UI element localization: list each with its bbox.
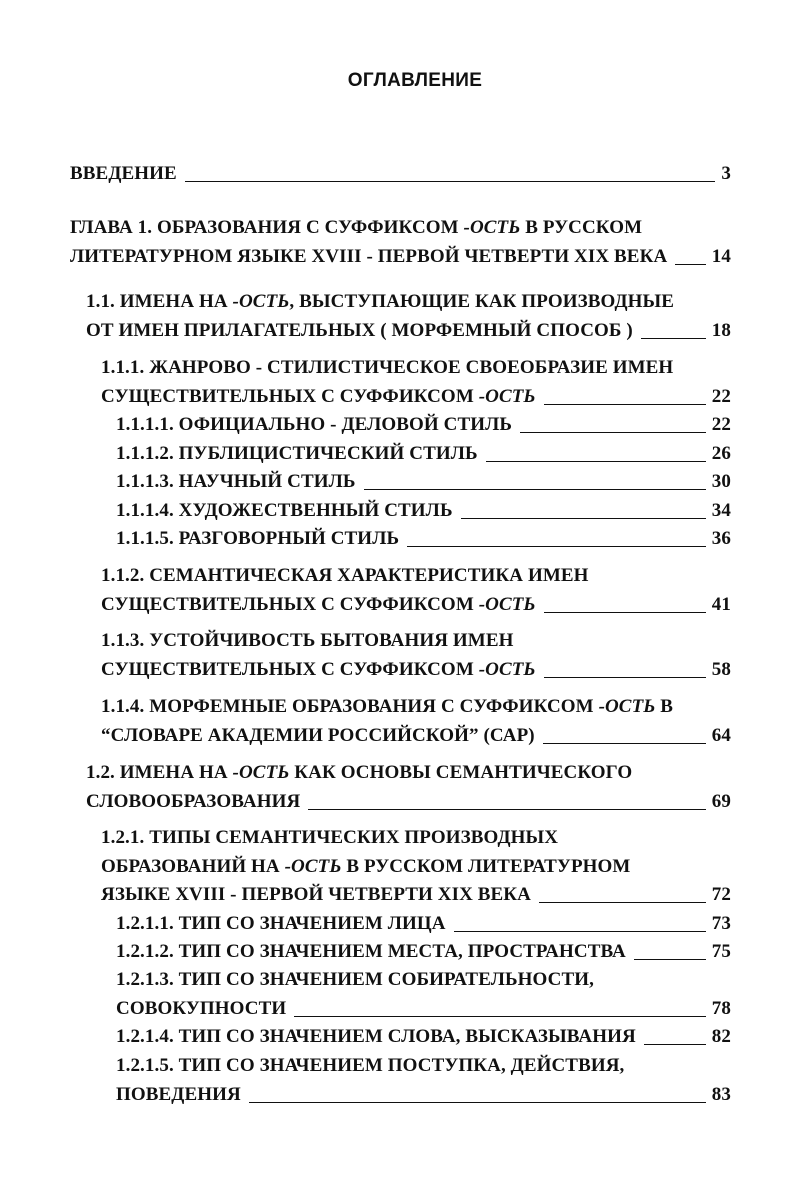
toc-entry-text: ГЛАВА 1. ОБРАЗОВАНИЯ С СУФФИКСОМ -ОСТЬ В РУССКОМ [70, 217, 643, 238]
toc-entry-line [116, 497, 731, 526]
dot-leader [544, 612, 706, 613]
page-number: 22 [711, 414, 731, 435]
toc-entry-text: ОБРАЗОВАНИЙ НА -ОСТЬ В РУССКОМ ЛИТЕРАТУРНОМ [101, 855, 631, 877]
page-number: 72 [711, 884, 731, 905]
page-number: 83 [711, 1083, 731, 1105]
toc-entry-text: ЛИТЕРАТУРНОМ ЯЗЫКЕ XVIII - ПЕРВОЙ ЧЕТВЕРТИ XIX ВЕКА [70, 245, 668, 267]
toc-entry-line [101, 722, 731, 751]
dot-leader [644, 1044, 706, 1045]
toc-entry-text: СОВОКУПНОСТИ [116, 997, 287, 1019]
toc-entry-chapter-1[interactable] [70, 214, 731, 271]
toc-entry-1-2-1-3[interactable] [116, 966, 731, 1023]
toc-entry-text: 1.2.1.2. ТИП СО ЗНАЧЕНИЕМ МЕСТА, ПРОСТРАНСТВА [116, 941, 626, 962]
page-number: 34 [711, 500, 731, 521]
toc-entry-line [86, 788, 731, 817]
toc-entry-line [116, 938, 731, 967]
dot-leader [544, 404, 706, 405]
page-number: 14 [711, 245, 731, 267]
toc-entry-1-2-1-2[interactable] [116, 938, 731, 967]
page-number: 75 [711, 941, 731, 962]
toc-entry-line [116, 440, 731, 469]
toc-entry-line [70, 243, 731, 272]
toc-entry-text: 1.1.1.4. ХУДОЖЕСТВЕННЫЙ СТИЛЬ [116, 500, 453, 521]
toc-entry-line [116, 995, 731, 1024]
dot-leader [185, 181, 716, 182]
toc-entry-1-1-1-3[interactable] [116, 468, 731, 497]
toc-entry-text: 1.1.1.1. ОФИЦИАЛЬНО - ДЕЛОВОЙ СТИЛЬ [116, 414, 513, 435]
toc-entry-line [116, 1081, 731, 1110]
dot-leader [364, 489, 706, 490]
toc-entry-text: 1.1.2. СЕМАНТИЧЕСКАЯ ХАРАКТЕРИСТИКА ИМЕН [101, 565, 589, 586]
toc-entry-line [116, 468, 731, 497]
toc-entry-text: 1.1.1.2. ПУБЛИЦИСТИЧЕСКИЙ СТИЛЬ [116, 443, 478, 464]
toc-entry-line [101, 881, 731, 910]
toc-entry-text: 1.2.1.1. ТИП СО ЗНАЧЕНИЕМ ЛИЦА [116, 913, 446, 934]
dot-leader [543, 743, 706, 744]
toc-entry-text: ВВЕДЕНИЕ [70, 163, 177, 184]
toc-entry-1-1-1-5[interactable] [116, 525, 731, 554]
toc-entry-introduction[interactable] [70, 160, 731, 189]
toc-entry-1-2-1[interactable] [101, 824, 731, 910]
toc-entry-line [101, 656, 731, 685]
toc-entry-line [116, 910, 731, 939]
dot-leader [675, 264, 706, 265]
page-title: ОГЛАВЛЕНИЕ [347, 70, 483, 91]
toc-entry-1-2-1-5[interactable] [116, 1052, 731, 1109]
page-number: 18 [711, 319, 731, 341]
toc-entry-text: “СЛОВАРЕ АКАДЕМИИ РОССИЙСКОЙ” (САР) [101, 724, 535, 746]
page-number: 30 [711, 471, 731, 492]
dot-leader [461, 518, 706, 519]
toc-entry-1-1-1-2[interactable] [116, 440, 731, 469]
page-number: 69 [711, 790, 731, 812]
toc-entry-text: 1.1.1.5. РАЗГОВОРНЫЙ СТИЛЬ [116, 528, 400, 549]
toc-entry-1-1-1[interactable] [101, 354, 731, 411]
toc-entry-text: 1.1.4. МОРФЕМНЫЕ ОБРАЗОВАНИЯ С СУФФИКСОМ -ОСТЬ В [101, 696, 674, 717]
toc-entry-1-1[interactable] [86, 288, 731, 345]
toc-entry-line [116, 411, 731, 440]
toc-entry-text: 1.1. ИМЕНА НА -ОСТЬ, ВЫСТУПАЮЩИЕ КАК ПРОИЗВОДНЫЕ [86, 291, 675, 312]
dot-leader [544, 677, 706, 678]
toc-entry-line [116, 1023, 731, 1052]
dot-leader [539, 902, 706, 903]
dot-leader [486, 461, 706, 462]
dot-leader [249, 1102, 706, 1103]
toc-entry-line [101, 591, 731, 620]
toc-entry-1-2[interactable] [86, 759, 731, 816]
toc-entry-text: ЯЗЫКЕ XVIII - ПЕРВОЙ ЧЕТВЕРТИ XIX ВЕКА [101, 884, 532, 905]
toc-entry-text: 1.2.1.4. ТИП СО ЗНАЧЕНИЕМ СЛОВА, ВЫСКАЗЫВАНИЯ [116, 1026, 636, 1047]
toc-entry-line [86, 317, 731, 346]
dot-leader [407, 546, 706, 547]
dot-leader [520, 432, 706, 433]
page-number: 36 [711, 528, 731, 549]
toc-entry-line [116, 525, 731, 554]
page-number: 78 [711, 997, 731, 1019]
toc-entry-1-2-1-4[interactable] [116, 1023, 731, 1052]
dot-leader [308, 809, 706, 810]
toc-entry-text: ОТ ИМЕН ПРИЛАГАТЕЛЬНЫХ ( МОРФЕМНЫЙ СПОСОБ ) [86, 319, 633, 341]
toc-entry-1-2-1-1[interactable] [116, 910, 731, 939]
toc-entry-text: 1.1.3. УСТОЙЧИВОСТЬ БЫТОВАНИЯ ИМЕН [101, 630, 514, 651]
toc-entry-text: СЛОВООБРАЗОВАНИЯ [86, 790, 301, 812]
toc-entry-text: СУЩЕСТВИТЕЛЬНЫХ С СУФФИКСОМ -ОСТЬ [101, 658, 536, 680]
page-number: 73 [711, 913, 731, 934]
page-number: 3 [721, 163, 731, 184]
toc-entry-text: 1.2.1.3. ТИП СО ЗНАЧЕНИЕМ СОБИРАТЕЛЬНОСТИ, [116, 969, 594, 990]
page-number: 82 [711, 1026, 731, 1047]
toc-entry-line [70, 160, 731, 189]
page-number: 41 [711, 593, 731, 615]
toc-entry-text: 1.2.1. ТИПЫ СЕМАНТИЧЕСКИХ ПРОИЗВОДНЫХ [101, 827, 559, 848]
toc-entry-1-1-1-1[interactable] [116, 411, 731, 440]
page-number: 26 [711, 443, 731, 464]
dot-leader [454, 931, 706, 932]
toc-entry-text: СУЩЕСТВИТЕЛЬНЫХ С СУФФИКСОМ -ОСТЬ [101, 385, 536, 407]
dot-leader [634, 959, 706, 960]
toc-entry-1-1-2[interactable] [101, 562, 731, 619]
toc-entry-text: 1.2. ИМЕНА НА -ОСТЬ КАК ОСНОВЫ СЕМАНТИЧЕСКОГО [86, 762, 633, 783]
toc-entry-text: СУЩЕСТВИТЕЛЬНЫХ С СУФФИКСОМ -ОСТЬ [101, 593, 536, 615]
toc-entry-line [101, 383, 731, 412]
toc-entry-text: 1.1.1.3. НАУЧНЫЙ СТИЛЬ [116, 471, 356, 492]
toc-entry-1-1-3[interactable] [101, 627, 731, 684]
dot-leader [294, 1016, 706, 1017]
toc-entry-text: 1.1.1. ЖАНРОВО - СТИЛИСТИЧЕСКОЕ СВОЕОБРАЗИЕ ИМЕН [101, 357, 674, 378]
toc-entry-1-1-1-4[interactable] [116, 497, 731, 526]
dot-leader [641, 338, 706, 339]
page-number: 58 [711, 658, 731, 680]
page-number: 64 [711, 724, 731, 746]
toc-entry-text: ПОВЕДЕНИЯ [116, 1083, 241, 1105]
page-number: 22 [711, 385, 731, 407]
toc-entry-1-1-4[interactable] [101, 693, 731, 750]
toc-entry-text: 1.2.1.5. ТИП СО ЗНАЧЕНИЕМ ПОСТУПКА, ДЕЙСТВИЯ, [116, 1055, 625, 1076]
